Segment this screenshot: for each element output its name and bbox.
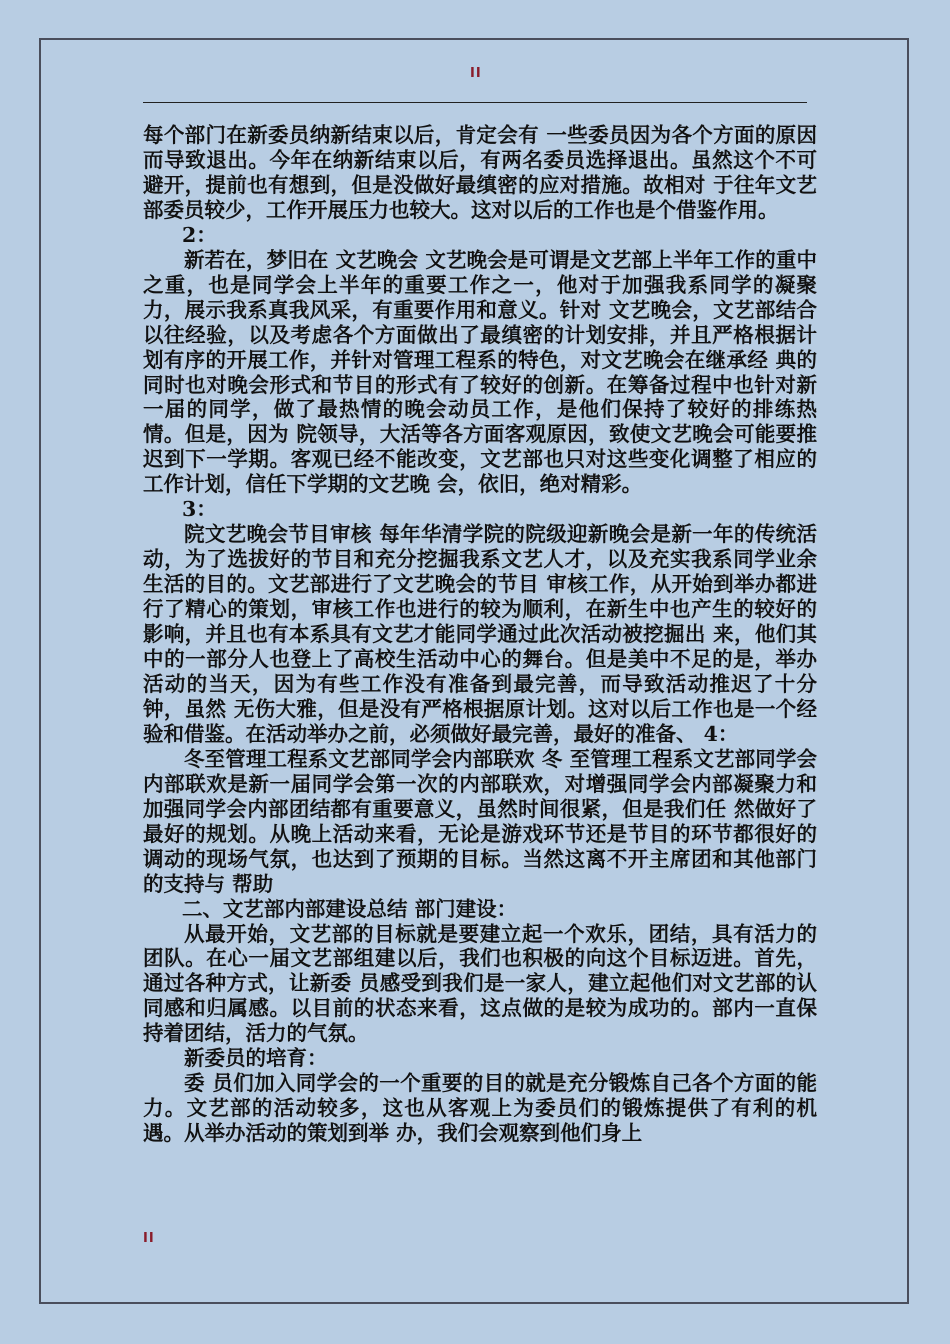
header-mark: II	[470, 66, 482, 81]
paragraph-program-review: 院文艺晚会节目审核 每年华清学院的院级迎新晚会是新一年的传统活动，为了选拔好的节目和充分挖掘我系文艺人才，以及充实我系同学业余生活的目的。文艺部进行了文艺晚会的节目 审核工作，从开始到举办都进行了精心的策划，审核工作也进行的较为顺利，在新生中也产生的较好的影响，并且也有本系具有文艺才能同学通过此次活动被挖掘出 来，他们其中的一部分人也登上了高校生活动中心的舞台。但是美中不足的是，举办活动的当天，因为有些工作没有准备到最完善，而导致活动推迟了十分钟，虽然 无伤大雅，但是没有严格根据原计划。这对以后工作也是一个经验和借鉴。在活动举办之前，必须做好最完善，最好的准备、 4：	[143, 522, 817, 746]
section-number-2: 2：	[181, 222, 217, 247]
paragraph-literary-evening: 新若在，梦旧在 文艺晚会 文艺晚会是可谓是文艺部上半年工作的重中之重，也是同学会上半年的重要工作之一，他对于加强我系同学的凝聚力，展示我系真我风采，有重要作用和意义。针对 文艺晚会，文艺部结合以往经验，以及考虑各个方面做出了最缜密的计划安排，并且严格根据计划有序的开展工作，并针对管理工程系的特色，对文艺晚会在继承经 典的同时也对晚会形式和节目的形式有了较好的创新。在筹备过程中也针对新一届的同学，做了最热情的晚会动员工作，是他们保持了较好的排练热情。但是，因为 院领导，大活等各方面客观原因，致使文艺晚会可能要推迟到下一学期。客观已经不能改变，文艺部也只对这些变化调整了相应的工作计划，信任下学期的文艺晚 会，依旧，绝对精彩。	[143, 247, 817, 497]
paragraph-department-building: 从最开始，文艺部的目标就是要建立起一个欢乐，团结，具有活力的团队。在心一届文艺部组建以后，我们也积极的向这个目标迈进。首先，通过各种方式，让新委 员感受到我们是一家人，建立起他们对文艺部的认同感和归属感。以目前的状态来看，这点做的是较为成功的。部内一直保持着团结，活力的气氛。	[143, 921, 817, 1046]
footer-mark: II	[143, 1231, 155, 1246]
section-number-3: 3：	[181, 497, 217, 522]
subheading-member-training: 新委员的培育：	[184, 1046, 328, 1071]
paragraph-winter-party: 冬至管理工程系文艺部同学会内部联欢 冬 至管理工程系文艺部同学会内部联欢是新一届同学会第一次的内部联欢，对增强同学会内部凝聚力和加强同学会内部团结都有重要意义，虽然时间很紧，但是我们任 然做好了最好的规划。从晚上活动来看，无论是游戏环节还是节目的环节都很好的调动的现场气氛，也达到了预期的目标。当然这离不开主席团和其他部门的支持与 帮助	[143, 746, 817, 896]
paragraph-member-training: 委 员们加入同学会的一个重要的目的就是充分锻炼自己各个方面的能力。文艺部的活动较多，这也从客观上为委员们的锻炼提供了有利的机遇。从举办活动的策划到举 办，我们会观察到他们身上	[143, 1071, 817, 1146]
document-body	[143, 123, 817, 1146]
paragraph-1: 每个部门在新委员纳新结束以后，肯定会有 一些委员因为各个方面的原因而导致退出。今年在纳新结束以后，有两名委员选择退出。虽然这个不可避开，提前也有想到，但是没做好最缜密的应对措施。故相对 于往年文艺部委员较少，工作开展压力也较大。这对以后的工作也是个借鉴作用。	[143, 123, 817, 222]
section-heading-internal-building: 二、文艺部内部建设总结 部门建设：	[181, 896, 518, 921]
header-rule	[143, 102, 807, 103]
